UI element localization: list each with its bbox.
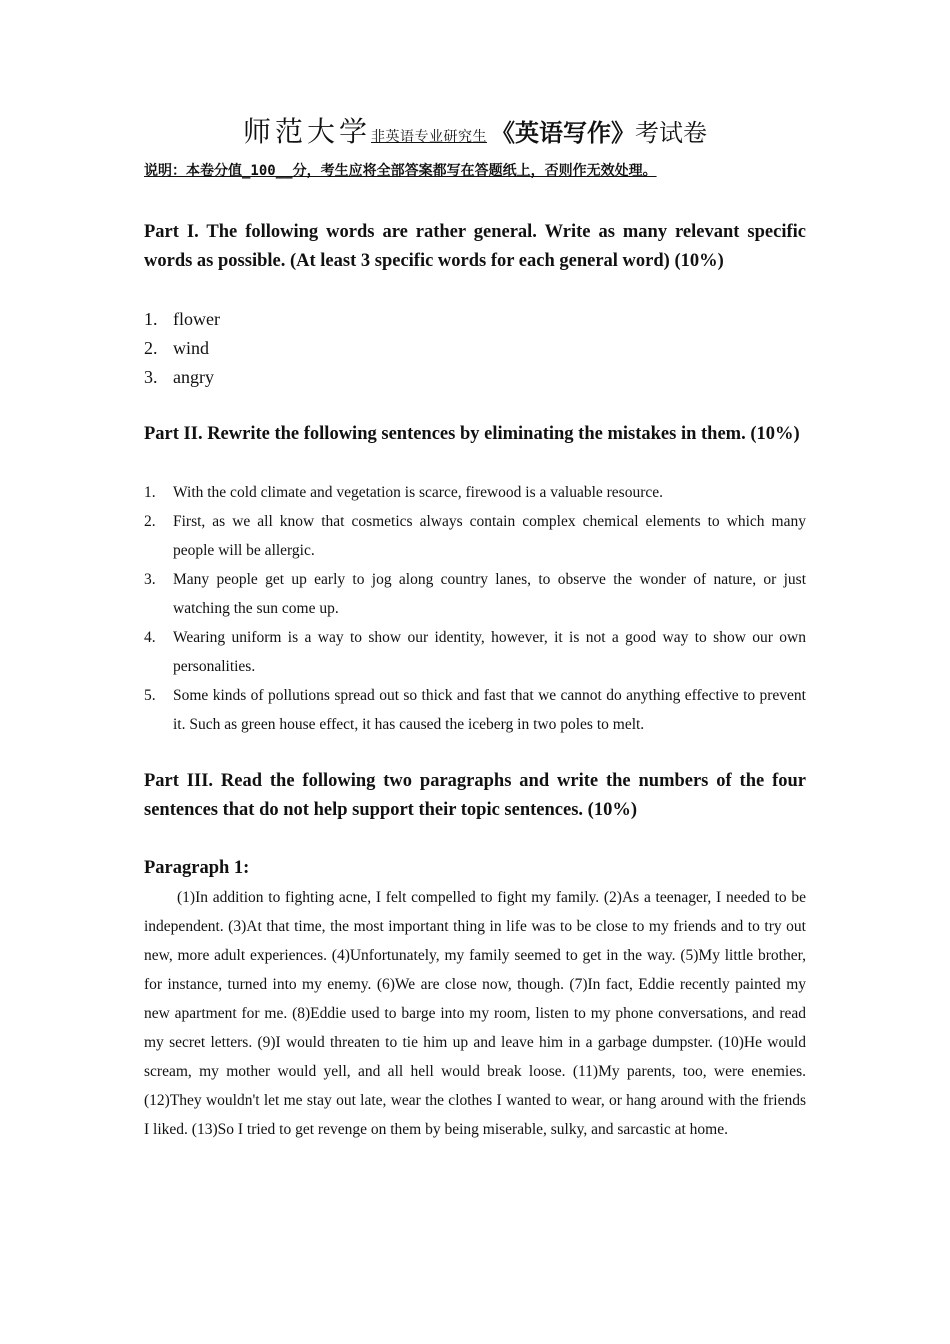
part-2-heading: Part II. Rewrite the following sentences by eliminating the mistakes in them. (10%) [144, 424, 800, 444]
list-item [144, 507, 806, 565]
list-item [144, 363, 806, 392]
item-text: First, as we all know that cosmetics always contain complex chemical elements to which many people will be allergic. [173, 513, 806, 559]
item-number: 2. [144, 513, 156, 530]
item-text: wind [173, 338, 209, 358]
part-2-sentence-list [144, 478, 806, 739]
university-name: 师范大学 [242, 115, 371, 148]
list-item [144, 681, 806, 739]
part-1-word-list [144, 305, 806, 392]
item-text: Wearing uniform is a way to show our identity, however, it is not a good way to show our own personalities. [173, 629, 806, 675]
item-number: 3. [144, 367, 158, 387]
item-text: With the cold climate and vegetation is scarce, firewood is a valuable resource. [173, 484, 664, 501]
part-2-section [144, 420, 806, 739]
exam-page [144, 115, 806, 1144]
part-1-heading: Part I. The following words are rather general. Write as many relevant specific words as possible. (At least 3 specific words for each general word) (10%) [144, 222, 806, 271]
item-number: 1. [144, 309, 158, 329]
exam-instructions: 说明：本卷分值_100__分，考生应将全部答案都写在答题纸上，否则作无效处理。 [144, 163, 657, 179]
paragraph-1-text: (1)In addition to fighting acne, I felt compelled to fight my family. (2)As a teenager, I needed to be independent. (3)At that time, the most important thing in life was to be close to my friends and to try out new, more adult experiences. (4)Unfortunately, my family seemed to get in the way. (5)My little brother, for instance, turned into my enemy. (6)We are close now, though. (7)In fact, Eddie recently painted my new apartment for me. (8)Eddie used to barge into my room, listen to my phone conversations, and read my secret letters. (9)I would threaten to tie him up and leave him in a garbage dumpster. (10)He would scream, my mother would yell, and all hell would break loose. (11)My parents, too, were enemies. (12)They wouldn't let me stay out late, wear the clothes I wanted to wear, or hang around with the friends I liked. (13)So I tried to get revenge on them by being miserable, sulky, and sarcastic at home. [144, 889, 806, 1138]
program-name: 非英语专业研究生 [371, 129, 487, 145]
exam-label: 考试卷 [635, 119, 707, 147]
item-number: 1. [144, 484, 156, 501]
item-text: Some kinds of pollutions spread out so thick and fast that we cannot do anything effective to prevent it. Such as green house effect, it has caused the iceberg in two poles to melt. [173, 687, 806, 733]
list-item [144, 305, 806, 334]
item-text: Many people get up early to jog along country lanes, to observe the wonder of nature, or just watching the sun come up. [173, 571, 806, 617]
list-item [144, 478, 806, 507]
course-name: 《英语写作》 [491, 119, 635, 147]
paragraph-1-heading: Paragraph 1: [144, 858, 250, 878]
list-item [144, 565, 806, 623]
list-item [144, 623, 806, 681]
item-number: 4. [144, 629, 156, 646]
item-number: 2. [144, 338, 158, 358]
exam-title [144, 115, 806, 148]
item-number: 5. [144, 687, 156, 704]
item-number: 3. [144, 571, 156, 588]
part-3-heading: Part III. Read the following two paragraphs and write the numbers of the four sentences that do not help support their topic sentences. (10%) [144, 771, 806, 820]
part-3-section [144, 767, 806, 1144]
item-text: angry [173, 367, 214, 387]
item-text: flower [173, 309, 220, 329]
part-1-section [144, 218, 806, 392]
list-item [144, 334, 806, 363]
